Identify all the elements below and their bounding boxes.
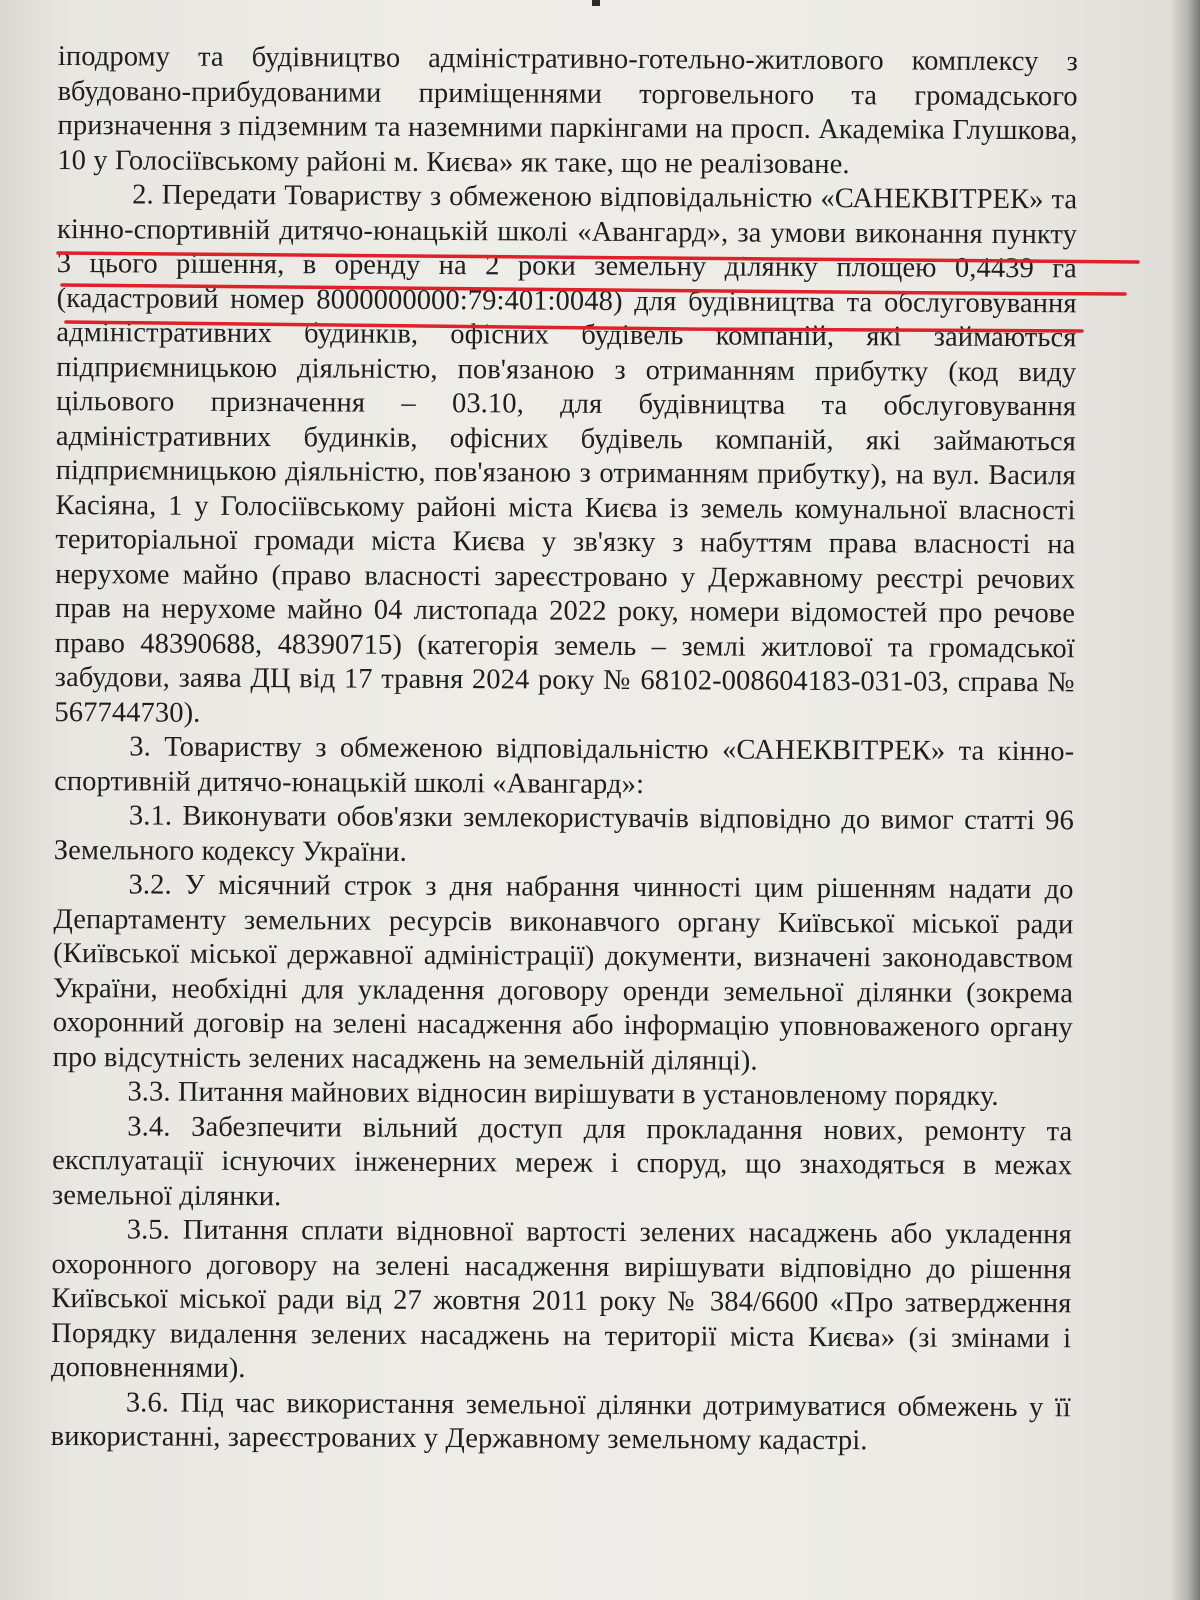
page-edge-shadow: [1170, 0, 1200, 1600]
paragraph-3-2: 3.2. У місячний строк з дня набрання чинності цим рішенням надати до Департаменту земельних ресурсів виконавчого органу Київської міської ради (Київської міської державної адміністрації) документи, визначені законодавством України, необхідні для укладення договору оренди земельної ділянки (зокрема охоронний договір на зелені насадження або інформацію уповноваженого органу про відсутність зелених насаджень на земельній ділянці).: [52, 869, 1074, 1077]
paragraph-3-5: 3.5. Питання сплати відновної вартості зелених насаджень або укладення охоронного договору на зелені насадження вирішувати відповідно до рішення Київської міської ради від 27 жовтня 2011 року № 384/6600 «Про затвердження Порядку видалення зелених насаджень на території міста Києва» (зі змінами і доповненнями).: [50, 1214, 1072, 1385]
paragraph-3-6: 3.6. Під час використання земельної ділянки дотримуватися обмежень у її використанні, зареєстрованих у Державному земельному кадастрі.: [50, 1386, 1071, 1457]
paragraph-3: 3. Товариству з обмеженою відповідальністю «САНЕКВІТРЕК» та кінно-спортивній дитячо-юнацькій школі «Авангард»:: [54, 731, 1075, 800]
paragraph-3-4: 3.4. Забезпечити вільний доступ для прокладання нових, ремонту та експлуатації існуючих інженерних мереж і споруд, що знаходяться в межах земельної ділянки.: [51, 1110, 1073, 1212]
paragraph-intro: іподрому та будівництво адміністративно-готельно-житлового комплексу з вбудовано-прибудованими приміщеннями торговельного та громадського призначення з підземним та наземними паркінгами на просп. Академіка Глушкова, 10 у Голосіївському районі м. Києва» як таке, що не реалізоване.: [57, 40, 1078, 180]
paragraph-3-3: 3.3. Питання майнових відносин вирішувати в установленому порядку.: [127, 1076, 999, 1112]
page-edge-mark: [592, 0, 600, 6]
document-page: [51, 40, 1078, 1460]
paragraph-3-1: 3.1. Виконувати обов'язки землекористувачів відповідно до вимог статті 96 Земельного кодексу України.: [53, 800, 1075, 868]
paragraph-2: 2. Передати Товариству з обмеженою відповідальністю «САНЕКВІТРЕК» та кінно-спортивній дитячо-юнацькій школі «Авангард», за умови виконання пункту 3 цього рішення, в оренду на 2 роки земельну ділянку площею 0,4439 га (кадастровий номер 8000000000:79:401:0048) для будівництва та обслуговування адміністративних будинків, офісних будівель компаній, які займаються підприємницькою діяльністю, пов'язаною з отриманням прибутку (код виду цільового призначення – 03.10, для будівництва та обслуговування адміністративних будинків, офісних будівель компаній, які займаються підприємницькою діяльністю, пов'язаною з отриманням прибутку), на вул. Василя Касіяна, 1 у Голосіївському районі міста Києва із земель комунальної власності територіальної громади міста Києва у зв'язку з набуттям права власності на нерухоме майно (право власності зареєстровано у Державному реєстрі речових прав на нерухоме майно 04 листопада 2022 року, номери відомостей про речове право 48390688, 48390715) (категорія земель – землі житлової та громадської забудови, заява ДЦ від 17 травня 2024 року № 68102-008604183-031-03, справа № 567744730).: [54, 179, 1078, 729]
